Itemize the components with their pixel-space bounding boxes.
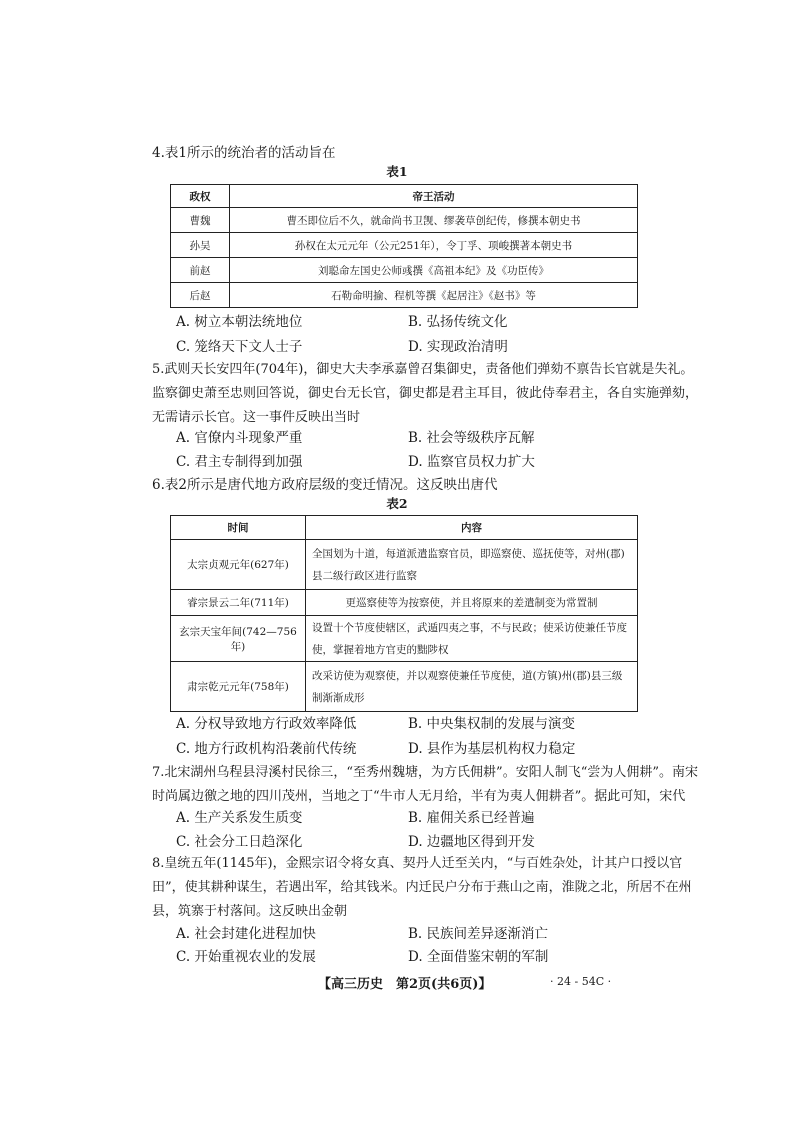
table-row <box>171 283 638 308</box>
option-b: B. 弘扬传统文化 <box>408 314 508 330</box>
option-b: B. 雇佣关系已经普遍 <box>408 810 535 826</box>
table-cell: 前赵 <box>171 258 230 283</box>
option-d: D. 监察官员权力扩大 <box>408 454 535 470</box>
option-d: D. 边疆地区得到开发 <box>408 834 535 850</box>
option-b: B. 民族间差异逐渐消亡 <box>408 926 549 942</box>
table-cell: 曹丕即位后不久，就命尚书卫觊、缪袭草创纪传，修撰本朝史书 <box>230 208 638 233</box>
table-cell: 更巡察使等为按察使，并且将原来的差遣制变为常置制 <box>306 590 638 616</box>
table-1-caption-wrap <box>152 162 642 182</box>
table-row <box>171 258 638 283</box>
table-cell: 石勒命明揄、程机等撰《起居注》《赵书》等 <box>230 283 638 308</box>
table-2-header-row <box>171 516 638 540</box>
question-8-options <box>176 922 636 972</box>
table-2-caption: 表2 <box>386 496 408 511</box>
table-2-caption-wrap <box>152 494 642 514</box>
footer-code: · 24 - 54C · <box>550 975 612 988</box>
option-c: C. 社会分工日趋深化 <box>176 834 303 850</box>
question-8-line-1: 8.皇统五年(1145年)，金熙宗诏令将女真、契丹人迁至关内，“与百姓杂处，计其户口授以官 <box>152 856 683 871</box>
table-2 <box>170 515 638 712</box>
option-a: A. 树立本朝法统地位 <box>176 314 303 330</box>
option-a: A. 分权导致地方行政效率降低 <box>176 716 357 732</box>
table-1-caption: 表1 <box>386 164 408 179</box>
question-8-line-2: 田”，使其耕种谋生，若遇出军，给其钱米。内迁民户分布于燕山之南，淮陇之北，所居不在州 <box>152 880 692 895</box>
question-7-line-1: 7.北宋湖州乌程县浔溪村民徐三，“至秀州魏塘，为方氏佣耕”。安阳人制飞“尝为人佣耕”。南宋 <box>152 765 698 780</box>
question-8-line-3: 县，筑寨于村落间。这反映出金朝 <box>152 904 348 919</box>
table-row <box>171 233 638 258</box>
table-1-header-row <box>171 185 638 208</box>
option-d: D. 实现政治清明 <box>408 339 508 355</box>
question-7-options <box>176 806 636 856</box>
option-b: B. 社会等级秩序瓦解 <box>408 430 535 446</box>
table-1 <box>170 184 638 308</box>
question-5-line-1: 5.武则天长安四年(704年)，御史大夫李承嘉曾召集御史，责备他们弹劾不禀告长官就是失礼。 <box>152 362 694 377</box>
table-2-header-content: 内容 <box>306 516 638 540</box>
question-7-stem <box>152 761 698 809</box>
table-cell: 全国划为十道，每道派遣监察官员，即巡察使、巡抚使等，对州(郡)县二级行政区进行监察 <box>306 540 638 590</box>
table-row <box>171 540 638 590</box>
table-cell: 睿宗景云二年(711年) <box>171 590 306 616</box>
question-6-options <box>176 712 636 762</box>
option-c: C. 笼络天下文人士子 <box>176 339 303 355</box>
question-7-line-2: 时尚属边徼之地的四川茂州，当地之丁“牛市人无月给，半有为夷人佣耕者”。据此可知，宋代 <box>152 789 686 804</box>
question-5-options <box>176 426 636 476</box>
question-5-line-3: 无需请示长官。这一事件反映出当时 <box>152 410 361 425</box>
option-a: A. 官僚内斗现象严重 <box>176 430 303 446</box>
table-row <box>171 662 638 712</box>
table-2-header-time: 时间 <box>171 516 306 540</box>
table-cell: 孙吴 <box>171 233 230 258</box>
option-c: C. 开始重视农业的发展 <box>176 949 316 965</box>
table-cell: 后赵 <box>171 283 230 308</box>
table-cell: 玄宗天宝年间(742—756年) <box>171 616 306 662</box>
option-c: C. 地方行政机构沿袭前代传统 <box>176 741 357 757</box>
option-d: D. 县作为基层机构权力稳定 <box>408 741 576 757</box>
question-5-stem <box>152 358 699 430</box>
table-row <box>171 616 638 662</box>
table-row <box>171 590 638 616</box>
option-d: D. 全面借鉴宋朝的军制 <box>408 949 549 965</box>
table-cell: 孙权在太元元年（公元251年），令丁孚、项峻撰著本朝史书 <box>230 233 638 258</box>
table-1-header-activity: 帝王活动 <box>230 185 638 208</box>
table-cell: 曹魏 <box>171 208 230 233</box>
question-4-options <box>176 310 636 360</box>
option-a: A. 生产关系发生质变 <box>176 810 303 826</box>
table-cell: 改采访使为观察使，并以观察使兼任节度使，道(方镇)州(郡)县三级制渐渐成形 <box>306 662 638 712</box>
question-6-stem: 6.表2所示是唐代地方政府层级的变迁情况。这反映出唐代 <box>152 477 498 493</box>
table-cell: 刘聪命左国史公师彧撰《高祖本纪》及《功臣传》 <box>230 258 638 283</box>
option-b: B. 中央集权制的发展与演变 <box>408 716 576 732</box>
question-4-stem: 4.表1所示的统治者的活动旨在 <box>152 145 336 161</box>
table-cell: 肃宗乾元元年(758年) <box>171 662 306 712</box>
table-cell: 太宗贞观元年(627年) <box>171 540 306 590</box>
question-8-stem <box>152 852 692 924</box>
question-5-line-2: 监察御史萧至忠则回答说，御史台无长官，御史都是君主耳目，彼此侍奉君主，各自实施弹劾， <box>152 386 699 401</box>
footer-page-info: 【高三历史 第2页(共6页)】 <box>318 977 492 992</box>
table-cell: 设置十个节度使辖区，武遁四夷之事，不与民政；使采访使兼任节度使，掌握着地方官吏的黜陟权 <box>306 616 638 662</box>
table-row <box>171 208 638 233</box>
option-a: A. 社会封建化进程加快 <box>176 926 316 942</box>
table-1-header-regime: 政权 <box>171 185 230 208</box>
option-c: C. 君主专制得到加强 <box>176 454 303 470</box>
